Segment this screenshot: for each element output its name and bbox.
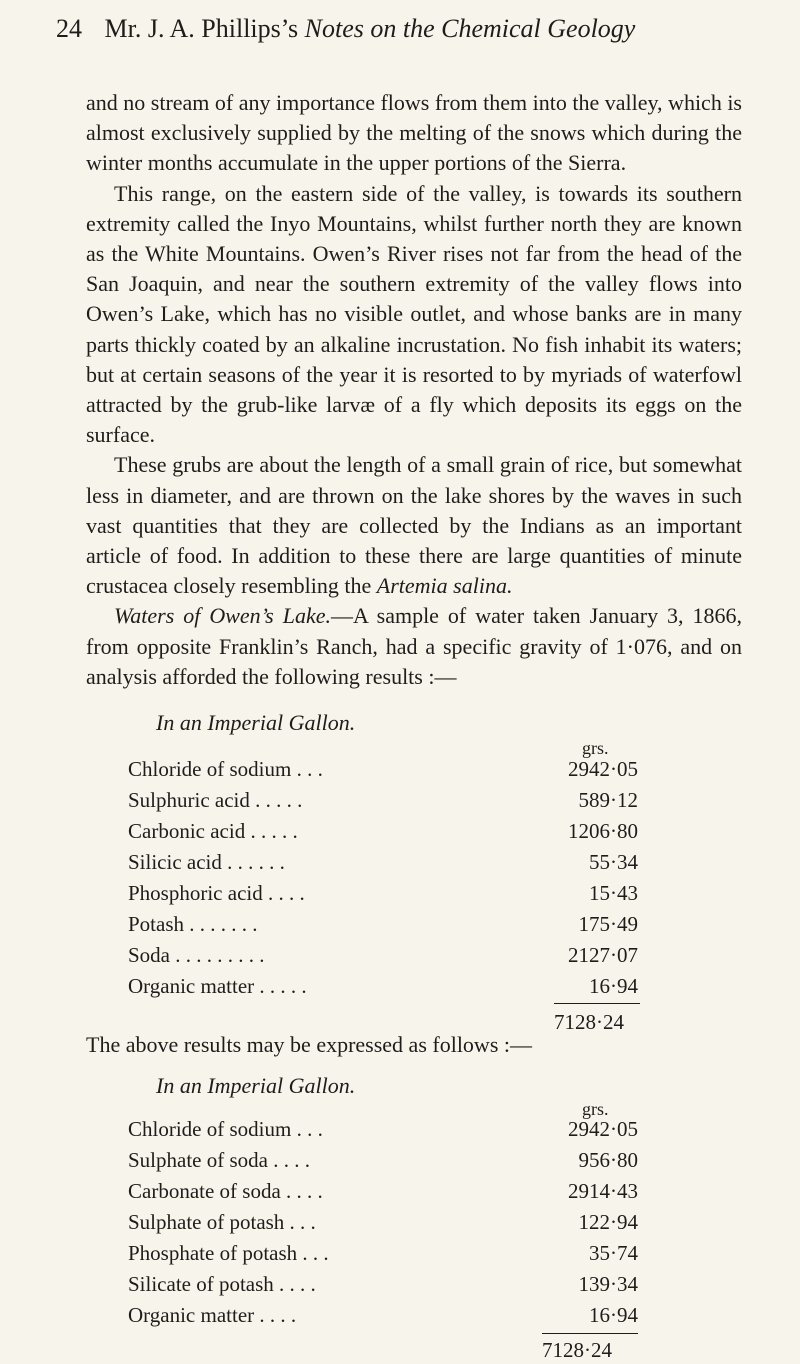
row-label: Soda . . . . . . . . . (128, 943, 265, 967)
paragraph-2: This range, on the eastern side of the valley, is towards its southern extremity called the Inyo Mountains, whilst further north they are known as the White Mountains. Owen’s River rises not far from the head of the San Joaquin, and near the southern extremity of the valley flows into Owen’s Lake, which has no visible outlet, and whose banks are in many parts thickly coated by an alkaline incrustation. No fish inhabit its waters; but at certain seasons of the year it is resorted to by myriads of waterfowl attracted by the grub-like larvæ of a fly which deposits its eggs on the surface. (86, 180, 742, 448)
row-value: 139·34 (578, 1272, 638, 1296)
table-row (128, 912, 658, 942)
body-text (86, 88, 742, 692)
table-row (128, 850, 658, 880)
species-name: Artemia salina. (376, 573, 513, 599)
row-value: 15·43 (589, 881, 638, 905)
row-value: 16·94 (589, 1303, 638, 1327)
paragraph-3 (86, 450, 742, 601)
row-value: 2942·05 (568, 1117, 638, 1141)
table-row (128, 881, 658, 911)
table-row (128, 1148, 658, 1178)
table-caption: In an Imperial Gallon. (156, 710, 356, 735)
table-total: 7128·24 (542, 1338, 612, 1362)
section-heading: Waters of Owen’s Lake. (114, 603, 331, 629)
row-label: Chloride of sodium . . . (128, 757, 323, 781)
header-author: Mr. J. A. Phillips’s (104, 14, 299, 43)
table-row (128, 1241, 658, 1271)
sum-rule (542, 1333, 638, 1334)
table-row (128, 788, 658, 818)
table-row (128, 943, 658, 973)
paragraph-4-text: —A sample of water taken January 3, 1866, from opposite Franklin’s Ranch, had a specific gravity of 1·076, and on analysis afforded the following results :— (86, 603, 743, 689)
table-row (128, 1179, 658, 1209)
transition-text: The above results may be expressed as follows :— (86, 1032, 532, 1057)
row-label: Sulphate of potash . . . (128, 1210, 316, 1234)
row-value: 1206·80 (568, 819, 638, 843)
sum-rule (554, 1003, 640, 1004)
unit-label: grs. (582, 1099, 609, 1119)
row-label: Organic matter . . . . . (128, 974, 307, 998)
page-number: 24 (56, 14, 82, 43)
running-header (56, 14, 746, 44)
row-label: Potash . . . . . . . (128, 912, 258, 936)
row-label: Silicate of potash . . . . (128, 1272, 316, 1296)
paragraph-4 (86, 601, 742, 692)
row-value: 55·34 (589, 850, 638, 874)
table-row (128, 757, 658, 787)
unit-label: grs. (582, 738, 609, 758)
row-value: 16·94 (589, 974, 638, 998)
row-label: Sulphuric acid . . . . . (128, 788, 303, 812)
row-label: Phosphate of potash . . . (128, 1241, 329, 1265)
row-label: Sulphate of soda . . . . (128, 1148, 310, 1172)
row-value: 2942·05 (568, 757, 638, 781)
header-title: Notes on the Chemical Geology (304, 14, 636, 43)
row-value: 35·74 (589, 1241, 638, 1265)
table-row (128, 1272, 658, 1302)
table-row (128, 1303, 658, 1333)
row-value: 589·12 (578, 788, 638, 812)
row-value: 2127·07 (568, 943, 638, 967)
table-total: 7128·24 (554, 1010, 624, 1034)
table-row (128, 819, 658, 849)
table-row (128, 1210, 658, 1240)
row-label: Chloride of sodium . . . (128, 1117, 323, 1141)
table-row (128, 1117, 658, 1147)
row-value: 956·80 (578, 1148, 638, 1172)
paragraph-1: and no stream of any importance flows from them into the valley, which is almost exclusively supplied by the melting of the snows which during the winter months accumulate in the upper portions of the Sierra. (86, 90, 742, 176)
row-label: Carbonic acid . . . . . (128, 819, 298, 843)
paragraph-3-text: These grubs are about the length of a small grain of rice, but somewhat less in diameter, and are thrown on the lake shores by the waves in such vast quantities that they are collected by the Indians as an important article of food. In addition to these there are large quantities of minute crustacea closely resembling the (86, 452, 742, 599)
row-label: Silicic acid . . . . . . (128, 850, 285, 874)
row-label: Phosphoric acid . . . . (128, 881, 305, 905)
row-label: Organic matter . . . . (128, 1303, 297, 1327)
row-value: 2914·43 (568, 1179, 638, 1203)
row-value: 122·94 (578, 1210, 638, 1234)
row-label: Carbonate of soda . . . . (128, 1179, 323, 1203)
row-value: 175·49 (578, 912, 638, 936)
table-row (128, 974, 658, 1004)
table-caption: In an Imperial Gallon. (156, 1073, 356, 1098)
